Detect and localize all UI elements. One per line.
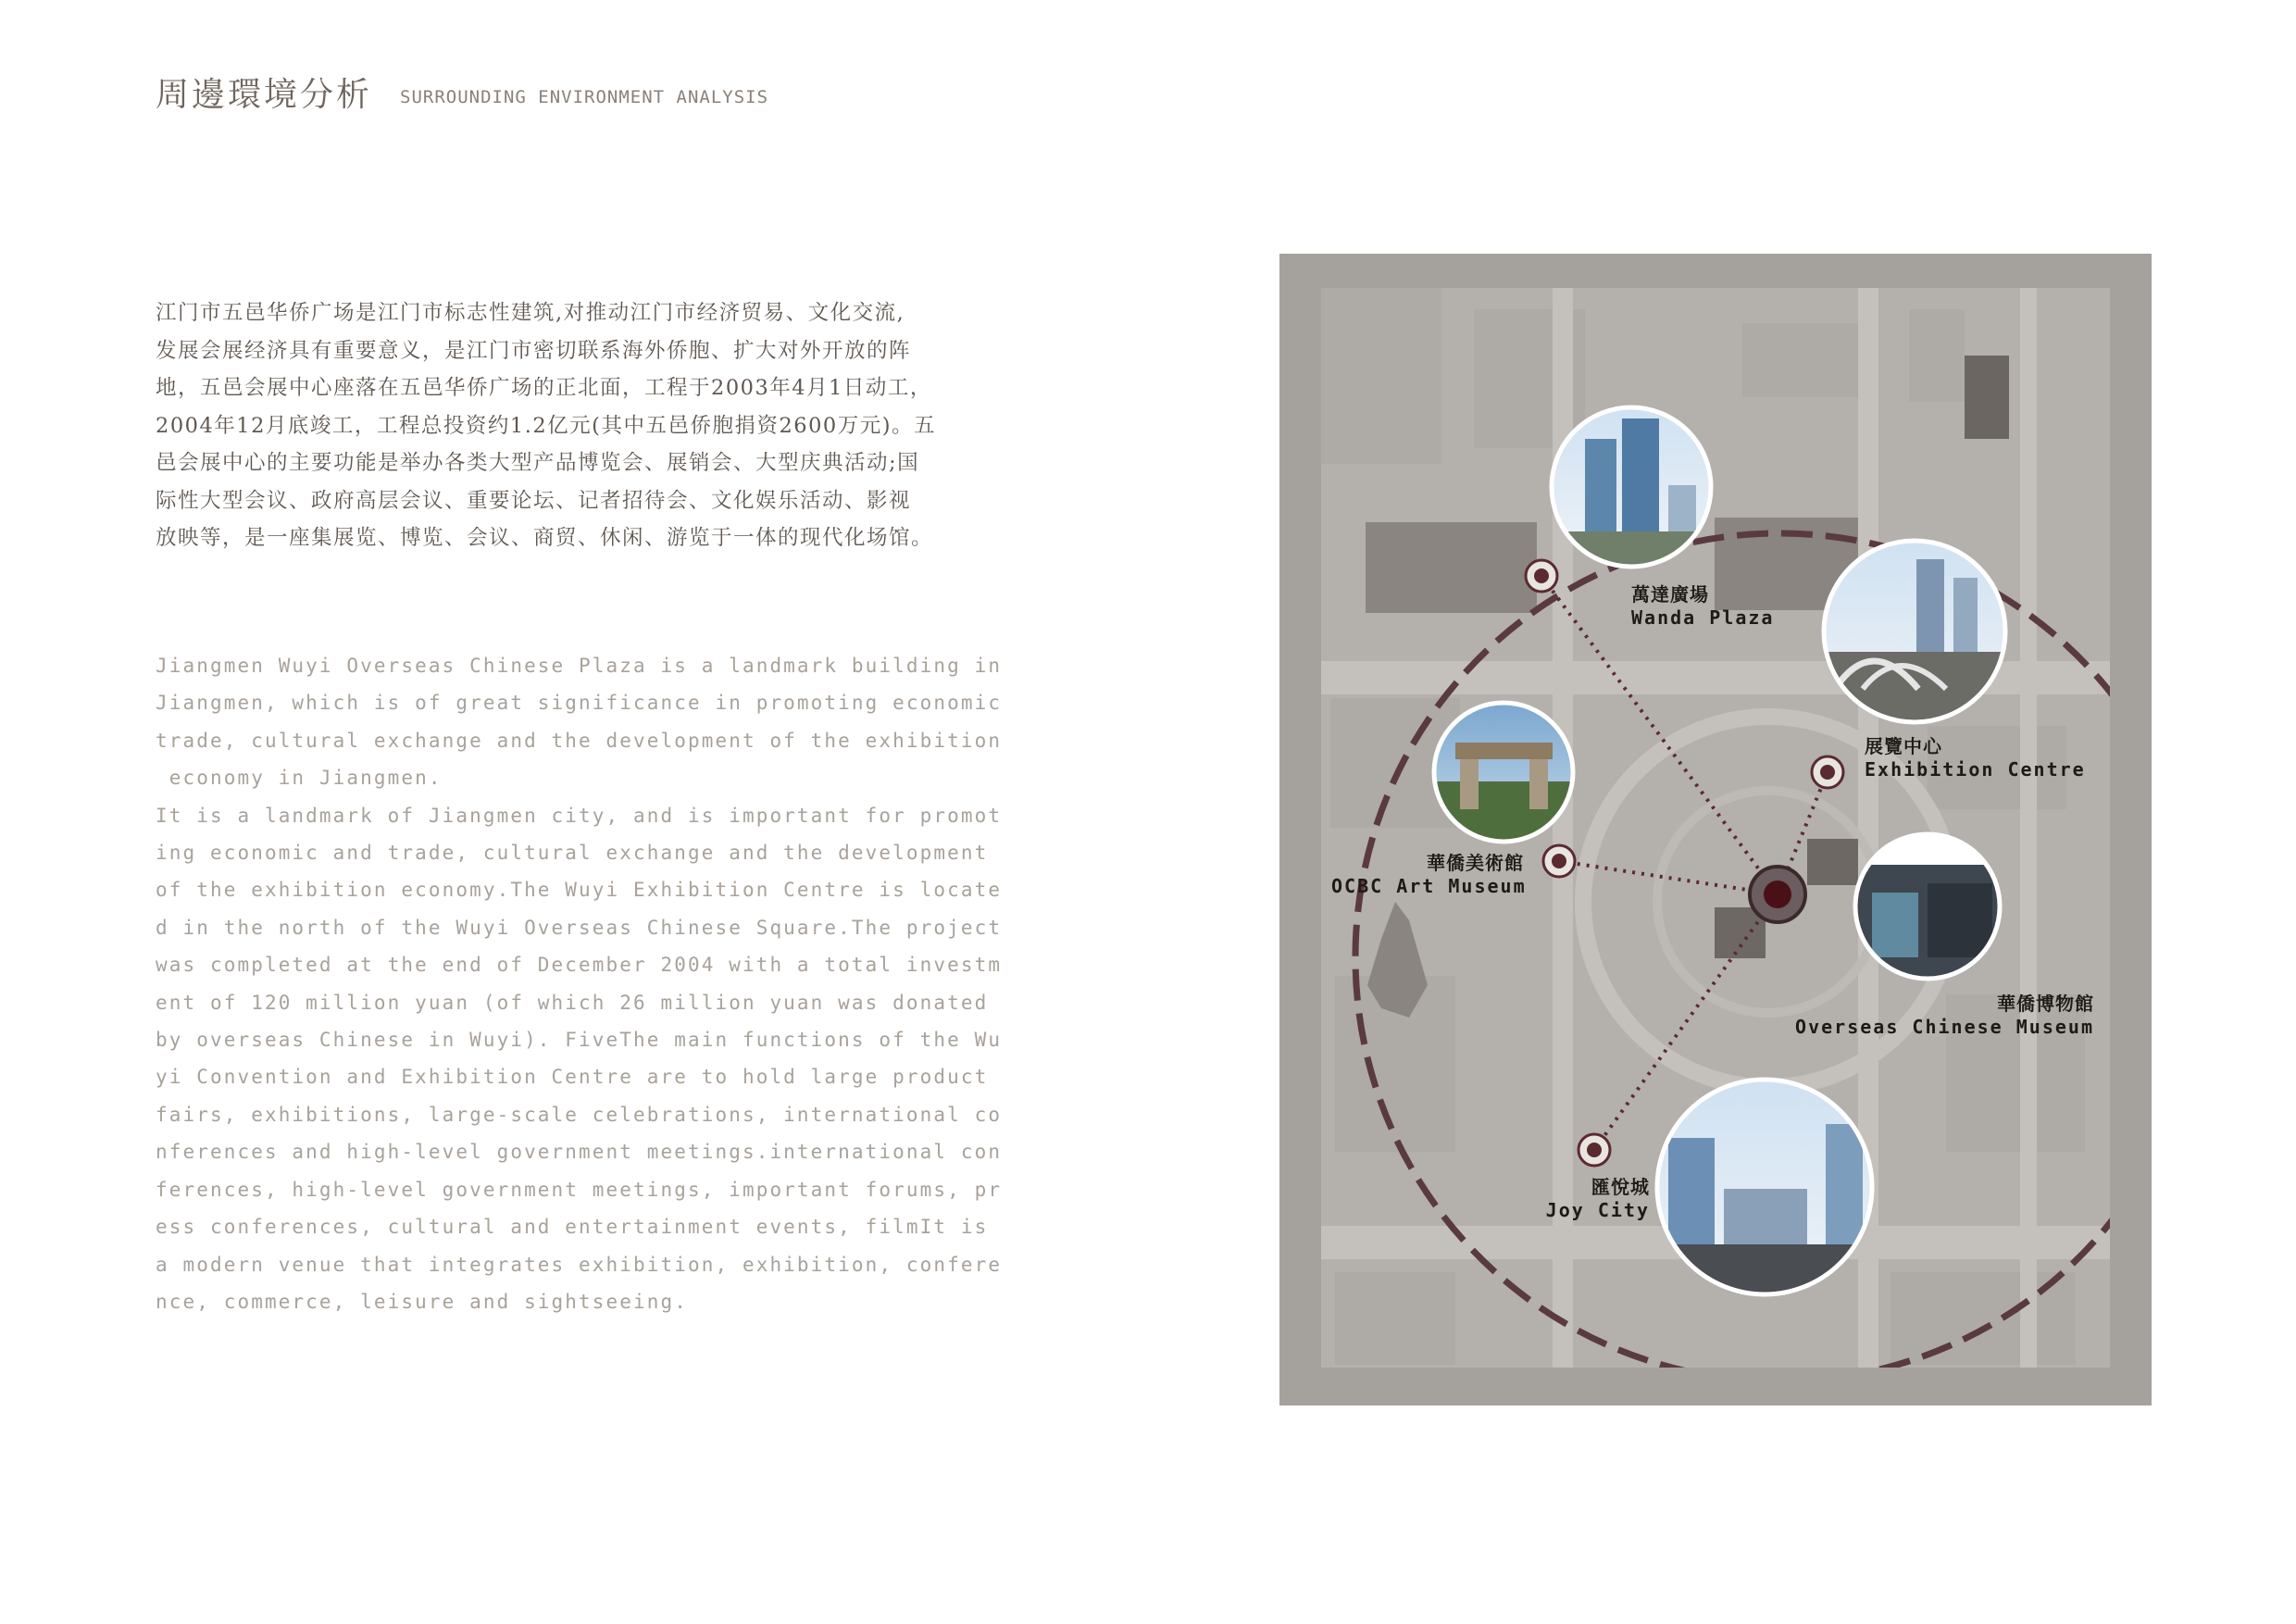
label-joycity-zh: 匯悅城 <box>1591 1176 1650 1198</box>
label-ocbc-zh: 華僑美術館 <box>1427 852 1524 874</box>
marker-joycity <box>1578 1134 1610 1166</box>
photo-museum <box>1853 832 2002 981</box>
road <box>2020 288 2037 1368</box>
zh-line: 邑会展中心的主要功能是举办各类大型产品博览会、展销会、大型庆典活动;国 <box>156 451 920 475</box>
en-line: yi Convention and Exhibition Centre are to hold large product <box>156 1066 989 1089</box>
en-line: of the exhibition economy.The Wuyi Exhibition Centre is locate <box>156 879 1003 902</box>
en-line: ent of 120 million yuan (of which 26 million yuan was donated <box>156 991 989 1014</box>
marker-ocbc <box>1543 845 1575 877</box>
marker-exhibition <box>1812 756 1843 788</box>
block-dark <box>1965 356 2009 439</box>
en-line: a modern venue that integrates exhibition, exhibition, confere <box>156 1253 1003 1276</box>
en-line: ess conferences, cultural and entertainment events, filmIt is <box>156 1216 989 1239</box>
en-line: Jiangmen, which is of great significance in promoting economic <box>156 692 1003 715</box>
en-line: trade, cultural exchange and the development of the exhibition <box>156 729 1003 752</box>
label-exhibition <box>1865 735 2086 781</box>
en-line: ferences, high-level government meetings, important forums, pr <box>156 1178 1003 1201</box>
label-ocbc-en: OCBC Art Museum <box>1331 875 1527 897</box>
central-square <box>1807 839 1858 885</box>
marker-center <box>1750 867 1805 922</box>
zh-line: 发展会展经济具有重要意义，是江门市密切联系海外侨胞、扩大对外开放的阵 <box>156 338 912 363</box>
label-wanda-zh: 萬達廣場 <box>1631 583 1709 606</box>
map-graphic <box>1279 254 2152 1405</box>
label-exhibition-en: Exhibition Centre <box>1865 758 2086 781</box>
label-exhibition-zh: 展覽中心 <box>1865 735 1942 757</box>
zh-line: 地，五邑会展中心座落在五邑华侨广场的正北面，工程于2003年4月1日动工， <box>156 376 932 400</box>
english-paragraph <box>156 647 1007 1320</box>
en-line: nferences and high-level government meetings.international con <box>156 1141 1003 1164</box>
en-line: ing economic and trade, cultural exchange and the development <box>156 842 989 865</box>
label-museum-en: Overseas Chinese Museum <box>1795 1016 2094 1038</box>
en-line: It is a landmark of Jiangmen city, and is important for promot <box>156 804 1003 827</box>
label-joycity-en: Joy City <box>1545 1199 1650 1221</box>
label-museum-zh: 華僑博物館 <box>1997 993 2094 1015</box>
zh-line: 2004年12月底竣工，工程总投资约1.2亿元(其中五邑侨胞捐资2600万元)。五 <box>156 413 936 438</box>
block-dark <box>1366 522 1537 613</box>
label-ocbc <box>1331 852 1527 898</box>
title-chinese: 周邊環境分析 <box>156 76 373 114</box>
zh-line: 江门市五邑华侨广场是江门市标志性建筑,对推动江门市经济贸易、文化交流, <box>156 301 905 325</box>
en-line: fairs, exhibitions, large-scale celebrations, international co <box>156 1103 1003 1126</box>
label-wanda-en: Wanda Plaza <box>1631 606 1775 629</box>
en-line: by overseas Chinese in Wuyi). FiveThe main functions of the Wu <box>156 1029 1003 1052</box>
en-line: economy in Jiangmen. <box>156 767 443 790</box>
zh-line: 放映等，是一座集展览、博览、会议、商贸、休闲、游览于一体的现代化场馆。 <box>156 526 934 550</box>
en-line: d in the north of the Wuyi Overseas Chinese Square.The project <box>156 916 1003 939</box>
en-line: Jiangmen Wuyi Overseas Chinese Plaza is a landmark building in <box>156 655 1003 677</box>
title-english: SURROUNDING ENVIRONMENT ANALYSIS <box>400 87 769 107</box>
en-line: was completed at the end of December 2004 with a total investm <box>156 954 1003 977</box>
zh-line: 际性大型会议、政府高层会议、重要论坛、记者招待会、文化娱乐活动、影视 <box>156 488 912 513</box>
label-museum <box>1789 993 2094 1039</box>
en-line: nce, commerce, leisure and sightseeing. <box>156 1290 688 1313</box>
chinese-paragraph <box>156 294 1007 557</box>
site-map <box>1279 254 2152 1405</box>
label-wanda <box>1631 583 1774 630</box>
label-joycity <box>1529 1176 1650 1222</box>
marker-wanda <box>1526 560 1557 592</box>
